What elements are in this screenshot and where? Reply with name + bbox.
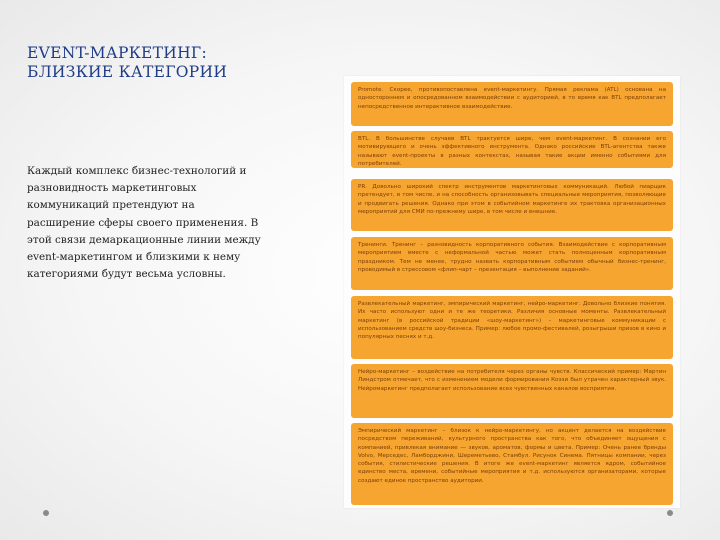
category-box-entertainment-marketing: Развлекательный маркетинг, эмпирический маркетинг, нейро-маркетинг. Довольно близкие понятия. Их часто используют одни и те же теоретики. Различия основные моменты. Развлекательный маркетинг (в российской традиции «шоу-маркетинг») – маркетинговые коммуникации с использованием средств шоу-бизнеса. Пример: любое промо-фестивалей, розыгрыши призов в кино и популярных песнях и т.д. — [351, 296, 673, 359]
intro-paragraph: Каждый комплекс бизнес-технологий и разновидность маркетинговых коммуникаций претендуют на расширение сферы своего применения. В этой связи демаркационные линии между event-маркетингом и близкими к нему категориями будут весьма условны. — [27, 165, 261, 281]
category-box-trainings: Тренинги. Тренинг – разновидность корпоративного события. Взаимодействие с корпоративным мероприятием вместе с неформальной частью может стать полноценным корпоративным праздником. Тем не менее, трудно назвать корпоративным событием обычный бизнес-тренинг, проводимый в стрессовом «флип-чарт – презентация – выполнение заданий». — [351, 237, 673, 290]
category-box-pr: PR. Довольно широкий спектр инструментов маркетинговых коммуникаций. Любой пиарщик претендует, в том числе, и на способность организовывать специальные мероприятия, позволяющие и продвигать решения. Однако при этом в событийном маркетинге их трактовка организационных мероприятий для СМИ по-прежнему шире, в том числе и внешние. — [351, 179, 673, 231]
category-box-btl: BTL. В большинстве случаев BTL трактуется шире, чем event-маркетинг. В сознании его мотивирующего и очень эффективного инструмента. Однако российские BTL-агентства также называют event-проекты в разных контекстах, называя такие акции именно событиями для потребителей. — [351, 131, 673, 168]
page-title — [27, 44, 327, 82]
title-line-1: EVENT-МАРКЕТИНГ: — [27, 44, 207, 62]
bottom-right-dot — [667, 510, 673, 516]
title-line-2: БЛИЗКИЕ КАТЕГОРИИ — [27, 63, 228, 81]
bottom-left-dot — [43, 510, 49, 516]
category-box-neuro-marketing: Нейро-маркетинг – воздействие на потребителя через органы чувств. Классический пример: Мартин Линдстром отмечает, что с изменением модели формирования Коэзи был утрачен характерный звук. Нейромаркетинг предполагает использование всех чувственных каналов восприятия. — [351, 364, 673, 418]
category-box-empirical-marketing: Эмпирический маркетинг – близок к нейро-маркетингу, но акцент делается на воздействие посредством переживаний, культурного пространства как того, что объединяет ощущения с компанией, привлекая внимание — звуков, ароматов, формы и цвета. Пример: Очень ранее бренды Volvo, Мерседес, Ламборджини, Шереметьево, Стамбул. Рисунок Синема. Пятницы компании, через события, стилистические решения. В итоге же event-маркетинг является ядром, событийное единство места, времени, событийные мероприятия и т.д. используются организаторами, которые создают единое пространство аудитории. — [351, 423, 673, 505]
category-box-atl: Promote. Скорее, противопоставлена event-маркетингу. Прямая реклама (ATL) основана на одностороннем и опосредованном взаимодействии с аудиторией, в то время как BTL предполагает непосредственное интерактивное взаимодействие. — [351, 82, 673, 126]
